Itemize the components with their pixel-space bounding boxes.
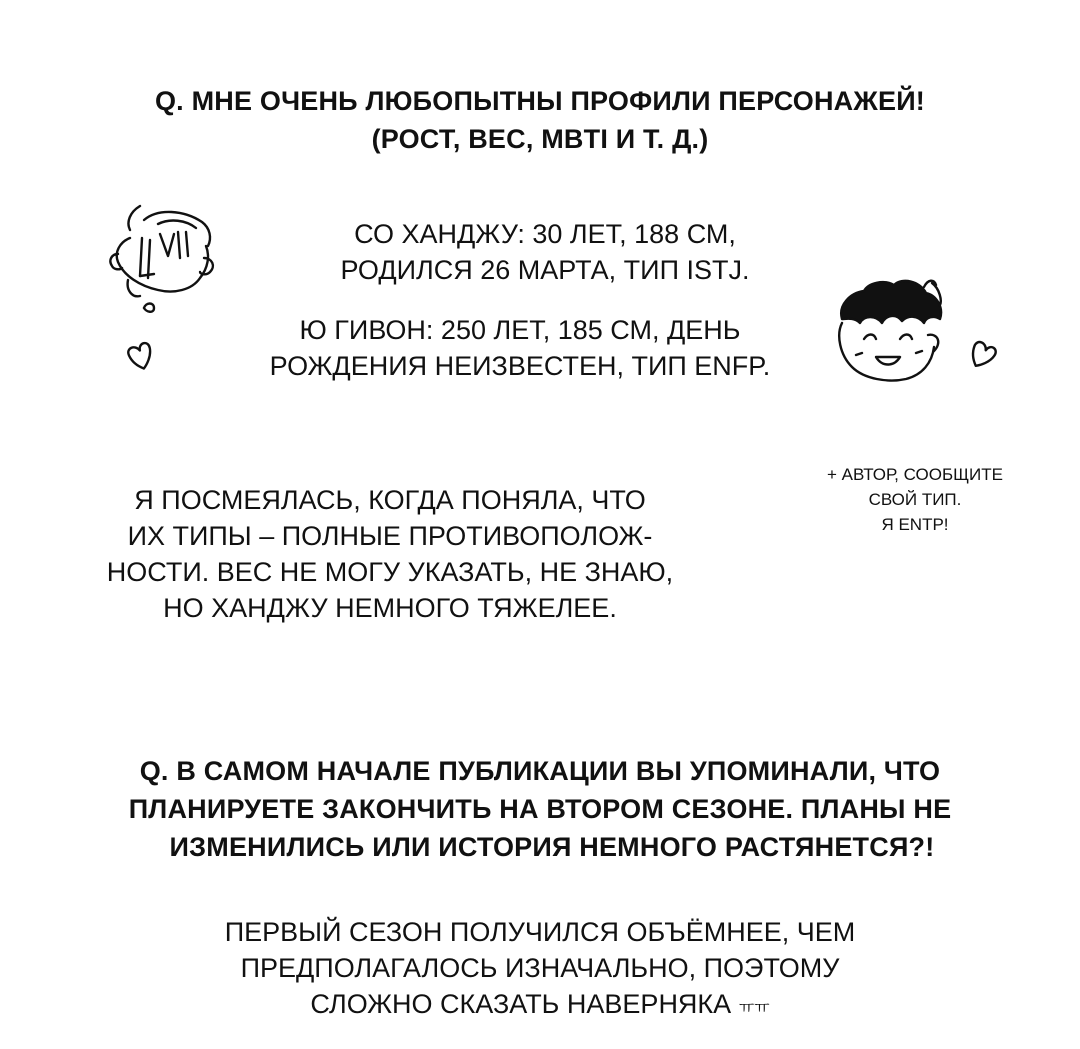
answer-2 [0, 914, 1080, 1027]
question-1-line: Q. МНЕ ОЧЕНЬ ЛЮБОПЫТНЫ ПРОФИЛИ ПЕРСОНАЖЕЙ! [154, 86, 925, 116]
author-note-line: + АВТОР, СООБЩИТЕ [827, 465, 1003, 484]
answer-1-line: НО ХАНДЖУ НЕМНОГО ТЯЖЕЛЕЕ. [163, 593, 617, 623]
author-note-line: Я ENTP! [881, 515, 949, 534]
answer-2-last-line [0, 986, 1080, 1027]
question-2-line: ПЛАНИРУЕТЕ ЗАКОНЧИТЬ НА ВТОРОМ СЕЗОНЕ. ПЛАНЫ НЕ [128, 794, 952, 824]
answer-1-line: Я ПОСМЕЯЛАСЬ, КОГДА ПОНЯЛА, ЧТО [134, 485, 646, 515]
question-2 [0, 752, 1080, 866]
answer-2-line: СЛОЖНО СКАЗАТЬ НАВЕРНЯКА [310, 989, 732, 1019]
author-note-line: СВОЙ ТИП. [868, 490, 962, 509]
profile-hanjoo-line: СО ХАНДЖУ: 30 ЛЕТ, 188 СМ, [354, 219, 736, 249]
answer-2-line: ПРЕДПОЛАГАЛОСЬ ИЗНАЧАЛЬНО, ПОЭТОМУ [240, 953, 840, 983]
profile-hanjoo-line: РОДИЛСЯ 26 МАРТА, ТИП ISTJ. [340, 255, 750, 285]
profile-givon [215, 312, 825, 384]
question-1 [0, 82, 1080, 158]
heart-left-icon [124, 340, 160, 370]
profile-givon-line: РОЖДЕНИЯ НЕИЗВЕСТЕН, ТИП ENFP. [269, 351, 771, 381]
answer-1-line: ИХ ТИПЫ – ПОЛНЫЕ ПРОТИВОПОЛОЖ- [127, 521, 653, 551]
answer-1 [30, 482, 750, 626]
profile-givon-line: Ю ГИВОН: 250 ЛЕТ, 185 СМ, ДЕНЬ [299, 315, 741, 345]
question-1-line: (РОСТ, ВЕС, MBTI И Т. Д.) [371, 124, 709, 154]
hanjoo-doodle-icon [100, 198, 230, 318]
answer-2-line: ПЕРВЫЙ СЕЗОН ПОЛУЧИЛСЯ ОБЪЁМНЕЕ, ЧЕМ [224, 917, 856, 947]
question-2-line: ИЗМЕНИЛИСЬ ИЛИ ИСТОРИЯ НЕМНОГО РАСТЯНЕТСЯ?! [169, 832, 935, 862]
question-2-line: Q. В САМОМ НАЧАЛЕ ПУБЛИКАЦИИ ВЫ УПОМИНАЛИ, ЧТО [139, 756, 941, 786]
crying-emoticon: ㅠㅠ [738, 1000, 770, 1017]
answer-1-line: НОСТИ. ВЕС НЕ МОГУ УКАЗАТЬ, НЕ ЗНАЮ, [106, 557, 674, 587]
givon-doodle-icon [828, 275, 958, 405]
heart-right-icon [966, 340, 1002, 370]
profile-hanjoo [250, 216, 840, 288]
author-note [790, 462, 1040, 537]
